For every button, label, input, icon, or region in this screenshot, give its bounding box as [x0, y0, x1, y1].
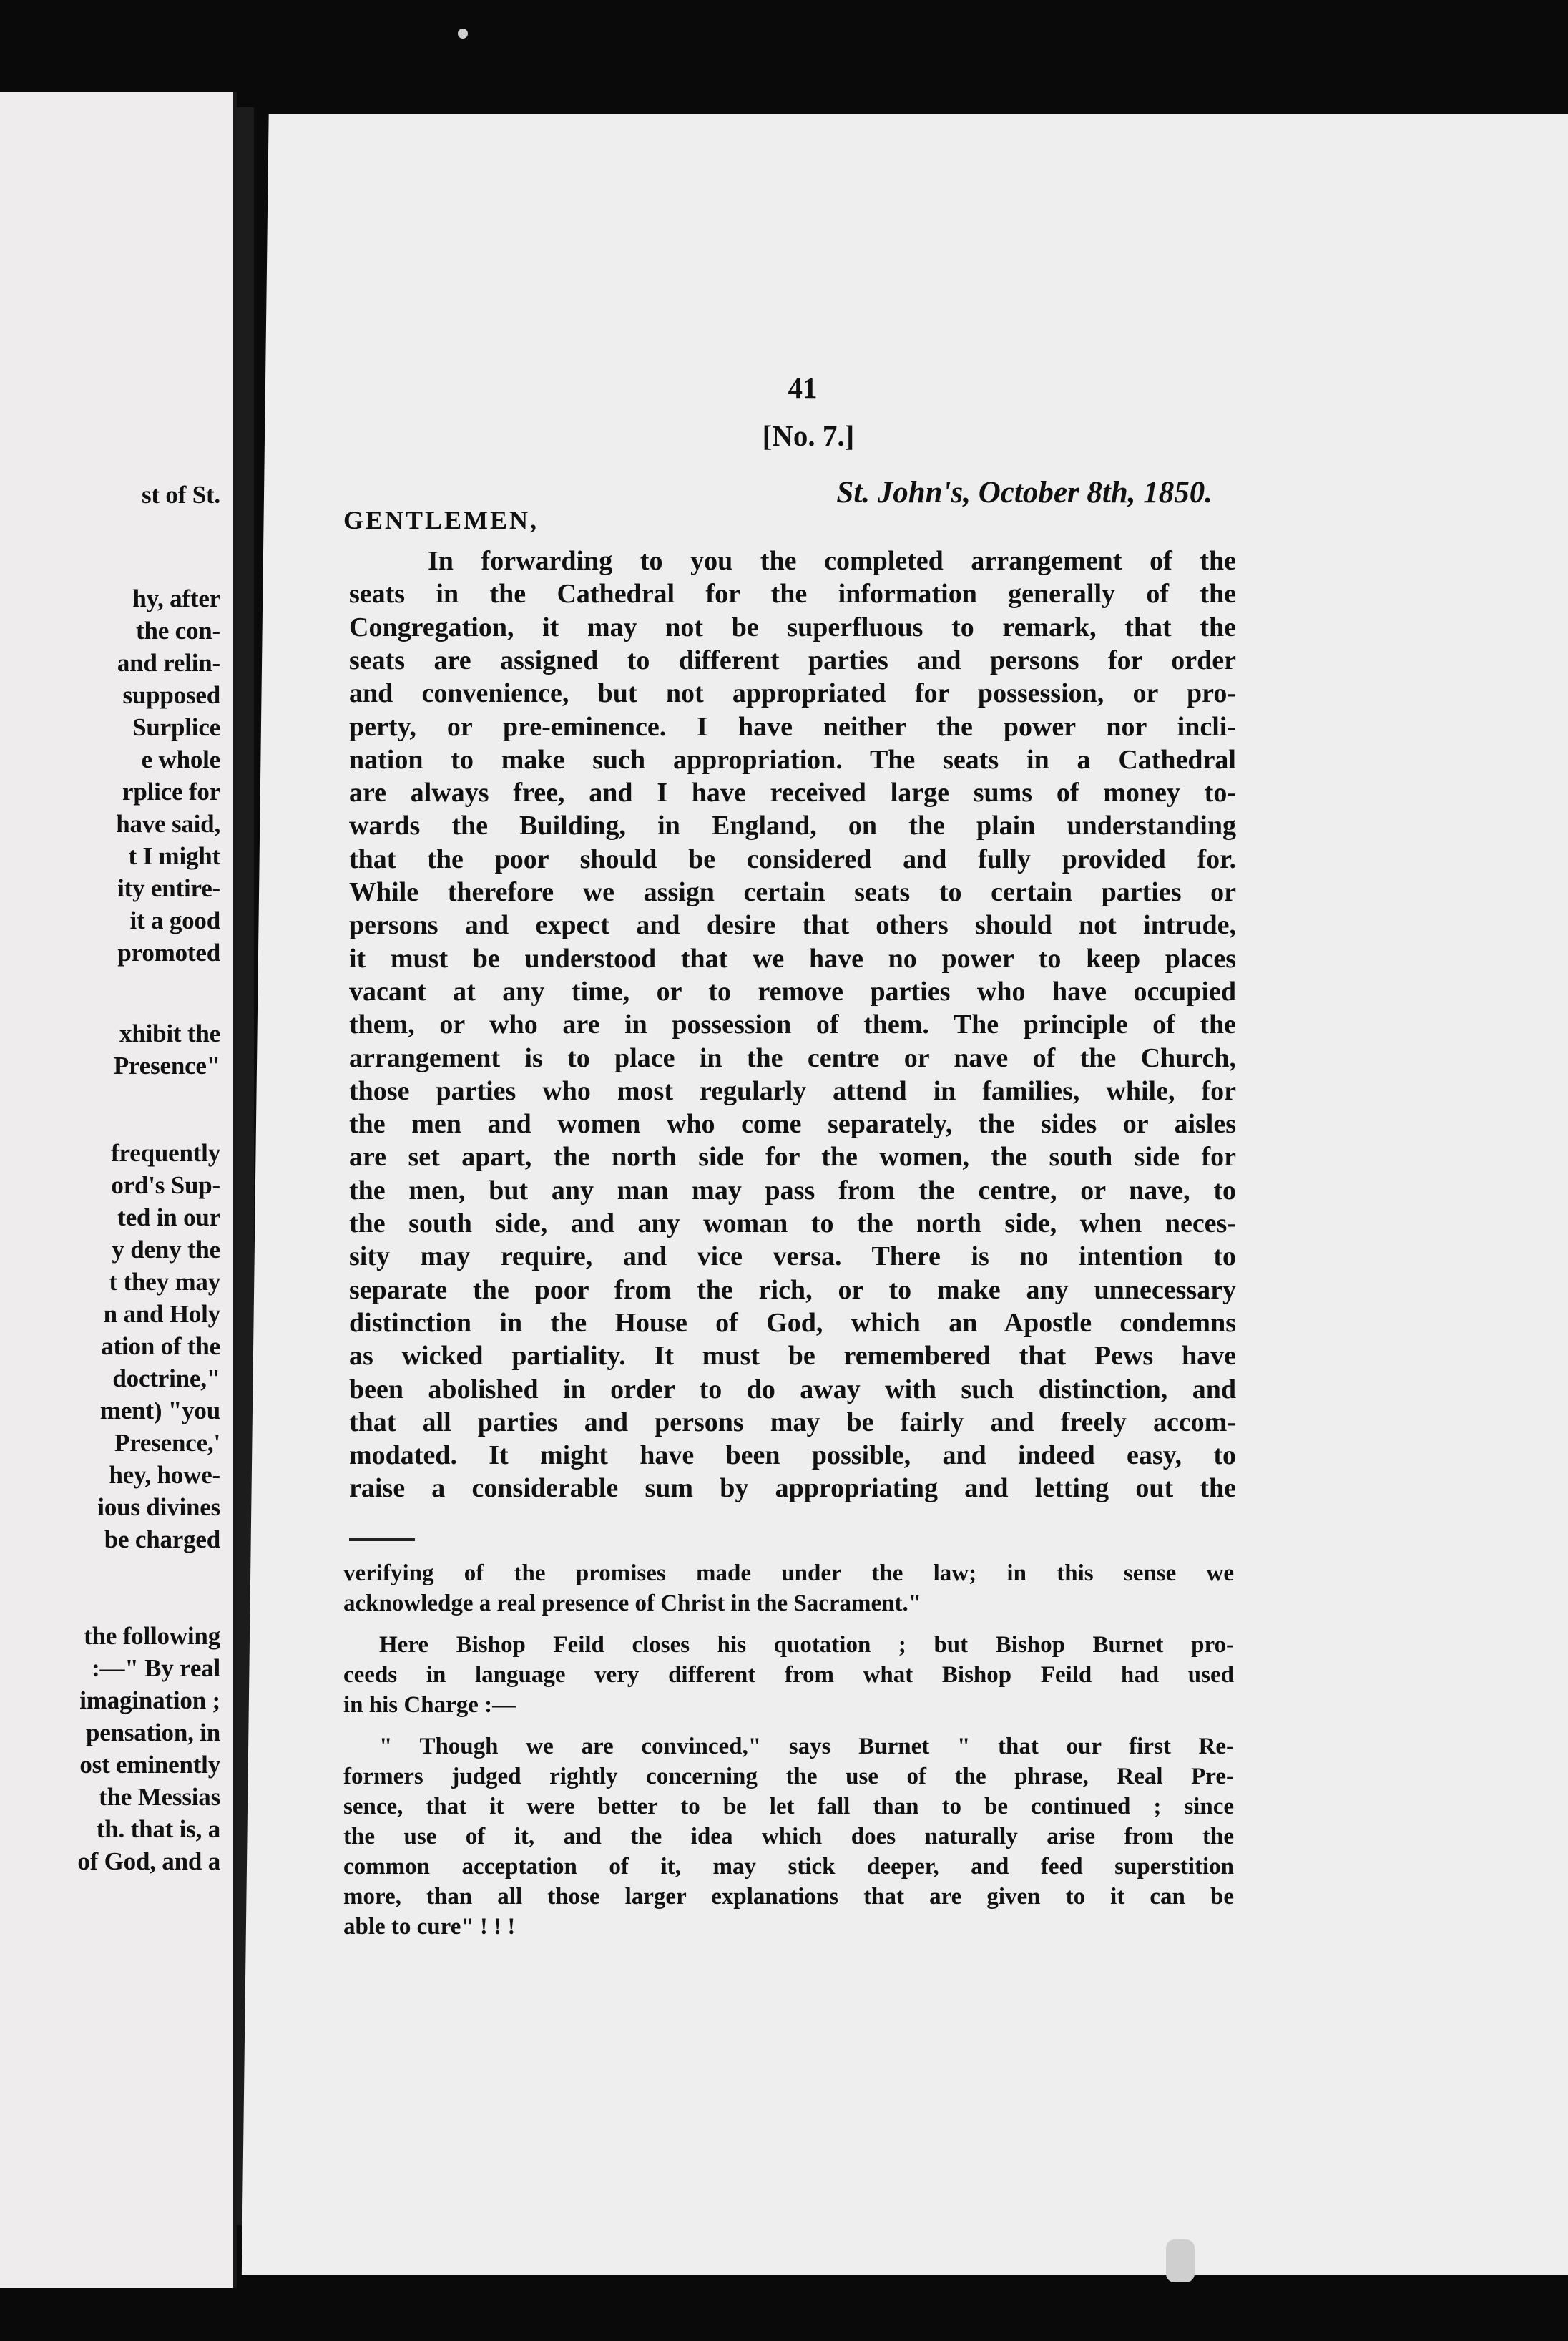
body-line: are set apart, the north side for the women, the south side for — [349, 1142, 1236, 1172]
body-line: nation to make such appropriation. The seats in a Cathedral — [349, 745, 1236, 775]
letter-number: [No. 7.] — [762, 419, 855, 452]
body-line: Congregation, it may not be superfluous to remark, that the — [349, 612, 1236, 642]
page-number: 41 — [788, 371, 818, 404]
left-page-line: :—" By real — [92, 1654, 220, 1682]
left-page-line: it a good — [129, 906, 220, 934]
scan-speck — [458, 29, 468, 39]
left-page-line: supposed — [122, 681, 220, 709]
left-page-line: and relin- — [117, 649, 220, 677]
footnote-line: acknowledge a real presence of Christ in the Sacrament." — [343, 1590, 922, 1616]
left-page-line: t I might — [128, 842, 220, 870]
body-line: In forwarding to you the completed arrangement of the — [428, 546, 1236, 576]
dateline: St. John's, October 8th, 1850. — [836, 476, 1212, 509]
footnote-line: common acceptation of it, may stick deeper, and feed superstition — [343, 1854, 1234, 1880]
body-line: wards the Building, in England, on the plain understanding — [349, 811, 1236, 841]
left-page-line: the following — [84, 1622, 220, 1650]
left-page-line: t they may — [109, 1268, 220, 1296]
scan-speck — [1166, 2239, 1195, 2282]
body-line: separate the poor from the rich, or to make any unnecessary — [349, 1275, 1236, 1305]
body-line: that all parties and persons may be fairly and freely accom- — [349, 1407, 1236, 1437]
body-line: raise a considerable sum by appropriating and letting out the — [349, 1473, 1236, 1503]
body-line: as wicked partiality. It must be remembered that Pews have — [349, 1341, 1236, 1371]
left-page-line: Presence,' — [114, 1429, 220, 1457]
left-page-line: have said, — [116, 810, 220, 838]
footnote-line: ceeds in language very different from what Bishop Feild had used — [343, 1662, 1234, 1688]
left-page-fragment — [0, 92, 237, 2288]
body-line: the men and women who come separately, the sides or aisles — [349, 1109, 1236, 1139]
body-line: distinction in the House of God, which an Apostle condemns — [349, 1308, 1236, 1338]
body-line: that the poor should be considered and fully provided for. — [349, 844, 1236, 874]
body-line: sity may require, and vice versa. There is no intention to — [349, 1241, 1236, 1271]
body-line: modated. It might have been possible, and indeed easy, to — [349, 1440, 1236, 1470]
left-page-line: doctrine," — [112, 1364, 220, 1392]
left-page-line: the Messias — [99, 1783, 220, 1811]
left-page-line: ation of the — [101, 1332, 220, 1360]
left-page-line: ment) "you — [99, 1397, 220, 1424]
footnote-line: Here Bishop Feild closes his quotation ; but Bishop Burnet pro- — [379, 1632, 1234, 1658]
footnote-line: in his Charge :— — [343, 1692, 516, 1718]
left-page-line: be charged — [104, 1525, 220, 1553]
body-line: them, or who are in possession of them. The principle of the — [349, 1010, 1236, 1040]
salutation: GENTLEMEN, — [343, 506, 539, 534]
left-page-line: ity entire- — [117, 874, 220, 902]
footnote-line: the use of it, and the idea which does naturally arise from the — [343, 1824, 1234, 1849]
body-line: those parties who most regularly attend in families, while, for — [349, 1076, 1236, 1106]
body-line: perty, or pre-eminence. I have neither the power nor incli- — [349, 712, 1236, 742]
body-line: While therefore we assign certain seats to certain parties or — [349, 877, 1236, 907]
body-line: persons and expect and desire that others should not intrude, — [349, 910, 1236, 940]
body-line: seats in the Cathedral for the information generally of the — [349, 579, 1236, 609]
left-page-line: frequently — [111, 1139, 220, 1167]
footnote-line: " Though we are convinced," says Burnet " that our first Re- — [379, 1734, 1234, 1759]
footnote-line: sence, that it were better to be let fall than to be continued ; since — [343, 1794, 1234, 1819]
body-line: vacant at any time, or to remove parties who have occupied — [349, 977, 1236, 1007]
body-line: been abolished in order to do away with such distinction, and — [349, 1374, 1236, 1404]
left-page-line: hy, after — [132, 585, 220, 612]
left-page-line: of God, and a — [77, 1847, 220, 1875]
left-page-line: ost eminently — [79, 1751, 220, 1779]
left-page-line: ted in our — [117, 1203, 220, 1231]
left-page-line: rplice for — [122, 778, 220, 806]
body-line: it must be understood that we have no power to keep places — [349, 944, 1236, 974]
left-page-line: promoted — [117, 939, 220, 967]
left-page-line: ious divines — [97, 1493, 220, 1521]
left-page-line: st of St. — [141, 481, 220, 509]
body-line: the south side, and any woman to the north side, when neces- — [349, 1208, 1236, 1238]
body-line: and convenience, but not appropriated for possession, or pro- — [349, 678, 1236, 708]
body-line: arrangement is to place in the centre or nave of the Church, — [349, 1043, 1236, 1073]
left-page-line: Surplice — [132, 713, 220, 741]
left-page-line: imagination ; — [79, 1686, 220, 1714]
left-page-line: y deny the — [112, 1236, 220, 1264]
left-page-line: xhibit the — [119, 1020, 220, 1047]
left-page-line: th. that is, a — [96, 1815, 220, 1843]
left-page-line: e whole — [141, 746, 220, 773]
body-line: the men, but any man may pass from the centre, or nave, to — [349, 1176, 1236, 1206]
left-page-line: the con- — [136, 617, 220, 645]
left-page-line: Presence" — [113, 1052, 220, 1080]
footnote-line: able to cure" ! ! ! — [343, 1914, 516, 1940]
left-page-line: n and Holy — [103, 1300, 220, 1328]
footnote-line: formers judged rightly concerning the use of the phrase, Real Pre- — [343, 1764, 1234, 1789]
left-page-line: pensation, in — [85, 1719, 220, 1746]
left-page-line: ord's Sup- — [111, 1171, 220, 1199]
body-line: seats are assigned to different parties and persons for order — [349, 645, 1236, 675]
body-line: are always free, and I have received large sums of money to- — [349, 778, 1236, 808]
left-page-line: hey, howe- — [109, 1461, 220, 1489]
footnote-line: verifying of the promises made under the law; in this sense we — [343, 1560, 1234, 1586]
footnote-rule — [349, 1538, 415, 1541]
footnote-line: more, than all those larger explanations that are given to it can be — [343, 1884, 1234, 1910]
